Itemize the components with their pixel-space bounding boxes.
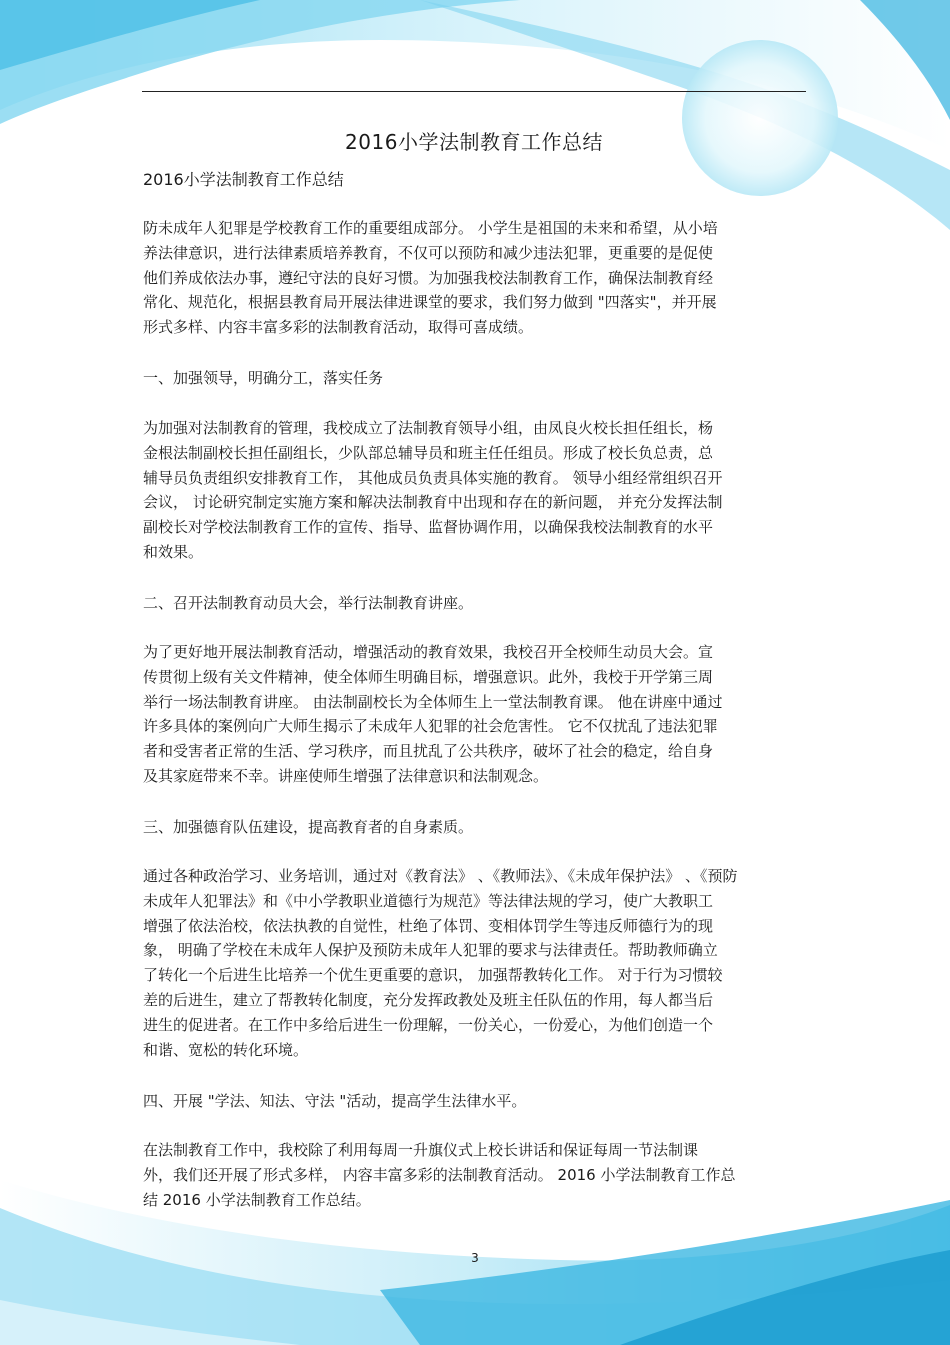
header-rule [142,91,806,92]
paragraph-line: 及其家庭带来不幸。讲座使师生增强了法律意识和法制观念。 [143,766,549,785]
paragraph-line: 外，我们还开展了形式多样， 内容丰富多彩的法制教育活动。 2016 小学法制教育工作总 [143,1165,736,1184]
paragraph-line: 副校长对学校法制教育工作的宣传、指导、监督协调作用，以确保我校法制教育的水平 [143,518,714,537]
paragraph-line: 养法律意识，进行法律素质培养教育，不仅可以预防和减少违法犯罪，更重要的是促使 [143,243,714,262]
section-heading-3: 三、加强德育队伍建设，提高教育者的自身素质。 [143,818,474,836]
paragraph-line: 者和受害者正常的生活、学习秩序，而且扰乱了公共秩序，破坏了社会的稳定，给自身 [143,742,714,761]
page-number: 3 [471,1251,479,1265]
section-heading-2: 二、召开法制教育动员大会，举行法制教育讲座。 [143,594,474,612]
paragraph-line: 为加强对法制教育的管理，我校成立了法制教育领导小组，由凤良火校长担任组长，杨 [143,419,714,437]
paragraph-line: 常化、规范化，根据县教育局开展法律进课堂的要求，我们努力做到 "四落实"，并开展 [143,293,717,312]
paragraph-line: 进生的促进者。在工作中多给后进生一份理解，一份关心，一份爱心，为他们创造一个 [143,1015,714,1034]
paragraph-line: 许多具体的案例向广大师生揭示了未成年人犯罪的社会危害性。 它不仅扰乱了违法犯罪 [143,717,718,736]
paragraph-line: 举行一场法制教育讲座。 由法制副校长为全体师生上一堂法制教育课。 他在讲座中通过 [143,692,723,711]
paragraph-line: 为了更好地开展法制教育活动，增强活动的教育效果，我校召开全校师生动员大会。宣 [143,643,714,661]
paragraph-line: 通过各种政治学习、业务培训，通过对《教育法》 、《教师法》、《未成年保护法》 、《预防 [143,867,738,885]
paragraph-line: 增强了依法治校，依法执教的自觉性，杜绝了体罚、变相体罚学生等违反师德行为的现 [143,916,714,935]
paragraph-line: 传贯彻上级有关文件精神，使全体师生明确目标，增强意识。此外，我校于开学第三周 [143,667,714,686]
section-heading-1: 一、加强领导，明确分工，落实任务 [143,369,384,387]
section-heading-4: 四、开展 "学法、知法、守法 "活动，提高学生法律水平。 [143,1092,527,1110]
paragraph-line: 未成年人犯罪法》和《中小学教职业道德行为规范》等法律法规的学习，使广大教职工 [143,891,714,910]
paragraph-line: 金根法制副校长担任副组长，少队部总辅导员和班主任任组员。形成了校长负总责，总 [143,443,714,462]
paragraph-line: 和效果。 [143,542,204,561]
section-paragraph-2 [143,640,813,789]
paragraph-line: 结 2016 小学法制教育工作总结。 [143,1190,371,1209]
intro-paragraph [143,216,813,340]
paragraph-line: 辅导员负责组织安排教育工作， 其他成员负责具体实施的教育。 领导小组经常组织召开 [143,468,723,487]
paragraph-line: 和谐、宽松的转化环境。 [143,1040,309,1059]
paragraph-line: 防未成年人犯罪是学校教育工作的重要组成部分。 小学生是祖国的未来和希望，从小培 [143,219,718,237]
section-paragraph-1 [143,416,813,565]
section-paragraph-3 [143,864,813,1062]
paragraph-line: 了转化一个后进生比培养一个优生更重要的意识， 加强帮教转化工作。 对于行为习惯较 [143,966,723,985]
paragraph-line: 象， 明确了学校在未成年人保护及预防未成年人犯罪的要求与法律责任。帮助教师确立 [143,941,718,960]
document-title: 2016小学法制教育工作总结 [345,130,603,154]
paragraph-line: 形式多样、内容丰富多彩的法制教育活动，取得可喜成绩。 [143,318,534,337]
paragraph-line: 他们养成依法办事，遵纪守法的良好习惯。为加强我校法制教育工作，确保法制教育经 [143,268,714,287]
paragraph-line: 会议， 讨论研究制定实施方案和解决法制教育中出现和存在的新问题， 并充分发挥法制 [143,493,723,512]
section-paragraph-4 [143,1138,813,1212]
document-subtitle: 2016小学法制教育工作总结 [143,170,344,189]
paragraph-line: 在法制教育工作中，我校除了利用每周一升旗仪式上校长讲话和保证每周一节法制课 [143,1141,699,1159]
paragraph-line: 差的后进生，建立了帮教转化制度，充分发挥政教处及班主任队伍的作用，每人都当后 [143,990,714,1009]
